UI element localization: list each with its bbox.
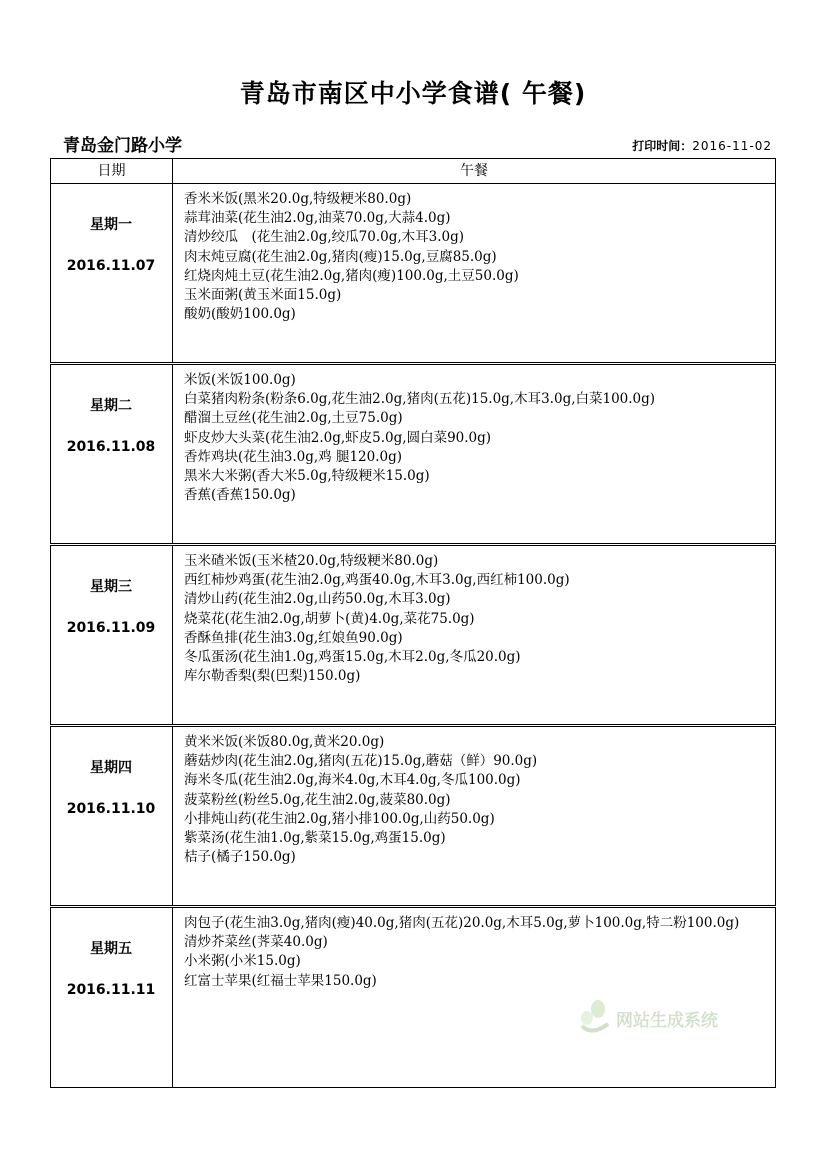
lunch-column-header: 午餐 (460, 163, 488, 179)
menu-item: 香米米饭(黑米20.0g,特级粳米80.0g) (184, 191, 412, 207)
sprout-logo-icon (578, 1000, 612, 1036)
menu-item: 香炸鸡块(花生油3.0g,鸡 腿120.0g) (184, 448, 403, 465)
menu-item: 清炒绞瓜 (花生油2.0g,绞瓜70.0g,木耳3.0g) (184, 229, 465, 246)
date-label: 2016.11.10 (66, 801, 156, 817)
school-name: 青岛金门路小学 (63, 136, 182, 156)
menu-item: 酸奶(酸奶100.0g) (184, 306, 296, 323)
menu-item: 玉米面粥(黄玉米面15.0g) (184, 287, 342, 304)
page-title: 青岛市南区中小学食谱( 午餐) (239, 79, 587, 108)
weekday-label: 星期三 (90, 579, 132, 595)
menu-item: 白菜猪肉粉条(粉条6.0g,花生油2.0g,猪肉(五花)15.0g,木耳3.0g,白菜100.0g) (184, 391, 656, 408)
date-label: 2016.11.11 (66, 982, 156, 998)
date-cell (51, 184, 173, 362)
table-row (50, 726, 776, 906)
menu-item: 冬瓜蛋汤(花生油1.0g,鸡蛋15.0g,木耳2.0g,冬瓜20.0g) (184, 649, 521, 666)
menu-item: 紫菜汤(花生油1.0g,紫菜15.0g,鸡蛋15.0g) (184, 830, 446, 847)
menu-item: 香蕉(香蕉150.0g) (184, 487, 296, 504)
menu-item: 玉米碴米饭(玉米楂20.0g,特级粳米80.0g) (184, 553, 439, 569)
menu-item: 红烧肉炖土豆(花生油2.0g,猪肉(瘦)100.0g,土豆50.0g) (184, 267, 519, 284)
date-label: 2016.11.09 (66, 620, 156, 636)
menu-cell (173, 184, 775, 362)
menu-item: 清炒芥菜丝(荠菜40.0g) (184, 934, 328, 951)
menu-item: 红富士苹果(红福士苹果150.0g) (184, 972, 377, 989)
menu-item: 肉末炖豆腐(花生油2.0g,猪肉(瘦)15.0g,豆腐85.0g) (184, 248, 497, 265)
menu-item: 蒜茸油菜(花生油2.0g,油菜70.0g,大蒜4.0g) (184, 210, 451, 227)
date-cell (51, 727, 173, 905)
menu-item: 米饭(米饭100.0g) (184, 372, 296, 388)
menu-item: 库尔勒香梨(梨(巴梨)150.0g) (184, 668, 361, 685)
print-time (632, 137, 772, 154)
date-cell (51, 365, 173, 543)
menu-item: 虾皮炒大头菜(花生油2.0g,虾皮5.0g,圆白菜90.0g) (184, 429, 492, 446)
menu-cell (173, 727, 775, 905)
menu-item: 小排炖山药(花生油2.0g,猪小排100.0g,山药50.0g) (184, 810, 495, 827)
table-header (50, 158, 776, 184)
watermark (578, 1000, 718, 1036)
menu-cell (173, 908, 775, 1087)
menu-cell (173, 365, 775, 543)
menu-item: 肉包子(花生油3.0g,猪肉(瘦)40.0g,猪肉(五花)20.0g,木耳5.0g,萝卜100.0g,特二粉100.0g) (184, 915, 740, 931)
date-cell (51, 908, 173, 1087)
menu-item: 蘑菇炒肉(花生油2.0g,猪肉(五花)15.0g,蘑菇（鲜）90.0g) (184, 753, 538, 770)
menu-item: 香酥鱼排(花生油3.0g,红娘鱼90.0g) (184, 629, 403, 646)
menu-item: 醋溜土豆丝(花生油2.0g,土豆75.0g) (184, 410, 403, 427)
weekday-label: 星期一 (90, 217, 132, 233)
menu-cell (173, 546, 775, 724)
print-time-value: 2016-11-02 (692, 139, 772, 153)
date-label: 2016.11.08 (66, 439, 156, 455)
date-column-header: 日期 (51, 159, 173, 183)
menu-item: 清炒山药(花生油2.0g,山药50.0g,木耳3.0g) (184, 591, 451, 608)
weekday-label: 星期二 (90, 398, 132, 414)
table-row (50, 545, 776, 725)
menu-item: 西红柿炒鸡蛋(花生油2.0g,鸡蛋40.0g,木耳3.0g,西红柿100.0g) (184, 572, 570, 589)
menu-item: 桔子(橘子150.0g) (184, 849, 296, 866)
menu-item: 海米冬瓜(花生油2.0g,海米4.0g,木耳4.0g,冬瓜100.0g) (184, 772, 521, 789)
date-cell (51, 546, 173, 724)
table-row (50, 907, 776, 1088)
date-label: 2016.11.07 (66, 258, 156, 274)
print-time-label: 打印时间： (632, 139, 693, 153)
table-row (50, 183, 776, 363)
watermark-text: 网站生成系统 (616, 1010, 718, 1031)
weekday-label: 星期五 (90, 941, 132, 957)
weekday-label: 星期四 (90, 760, 132, 776)
table-row (50, 364, 776, 544)
menu-item: 烧菜花(花生油2.0g,胡萝卜(黄)4.0g,菜花75.0g) (184, 610, 475, 627)
menu-item: 菠菜粉丝(粉丝5.0g,花生油2.0g,菠菜80.0g) (184, 791, 451, 808)
menu-item: 黑米大米粥(香大米5.0g,特级粳米15.0g) (184, 468, 430, 485)
menu-item: 黄米米饭(米饭80.0g,黄米20.0g) (184, 734, 385, 750)
menu-item: 小米粥(小米15.0g) (184, 953, 301, 970)
